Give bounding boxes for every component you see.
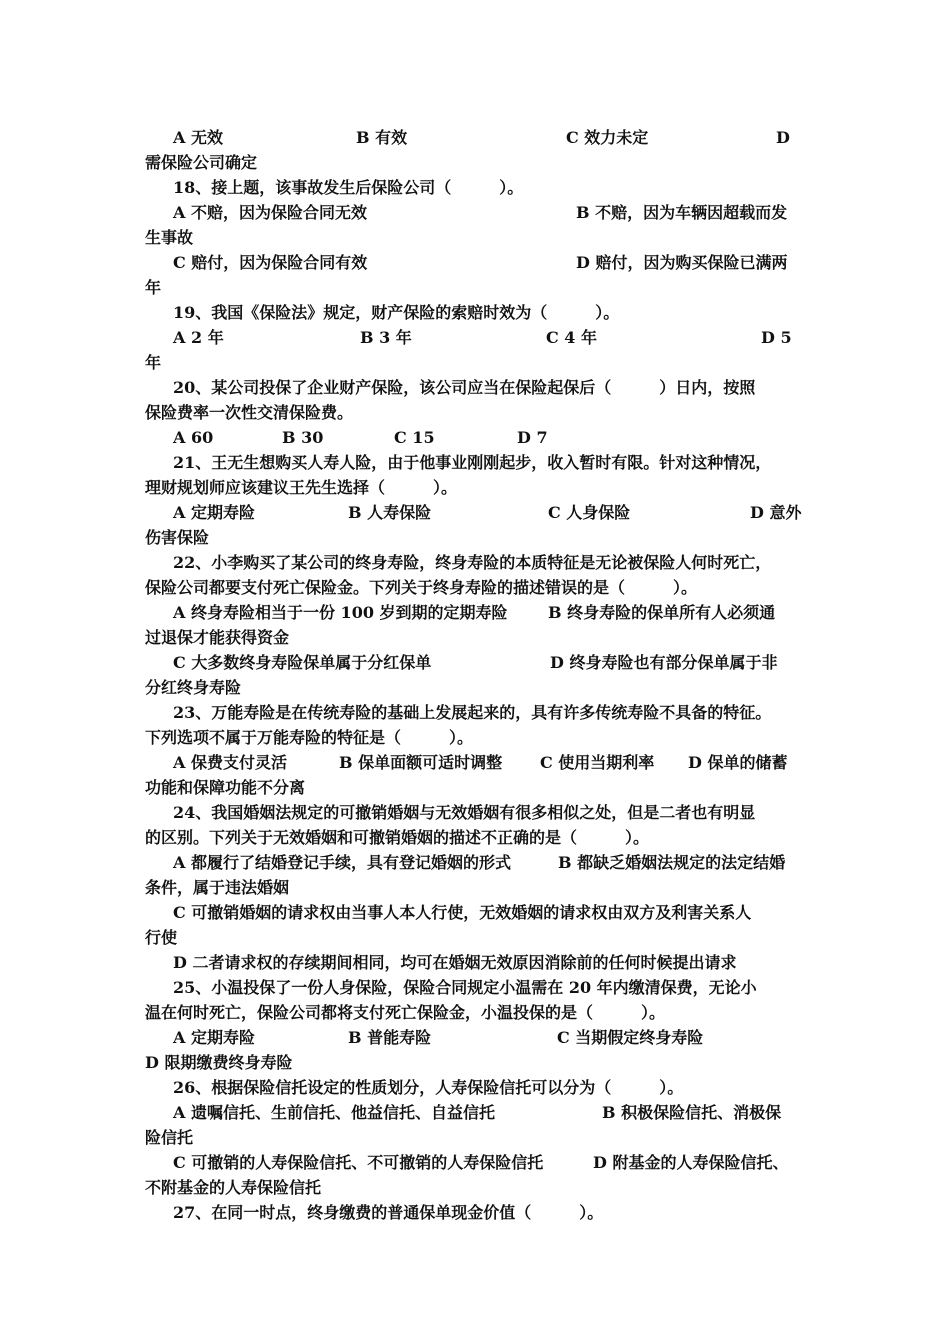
question-20 (0, 375, 950, 400)
text-line (0, 1125, 950, 1150)
text-line (0, 500, 950, 525)
line-text: 不附基金的人寿保险信托 (145, 1178, 322, 1197)
line-text: 的区别。下列关于无效婚姻和可撤销婚姻的描述不正确的是（ ）。 (145, 828, 650, 847)
text-line (0, 950, 950, 975)
option-b: B 积极保险信托、消极保 (602, 1103, 782, 1122)
line-text: 下列选项不属于万能寿险的特征是（ ）。 (145, 728, 474, 747)
option-a: A 2 年 (173, 328, 224, 347)
line-text: 保险公司都要支付死亡保险金。下列关于终身寿险的描述错误的是（ ）。 (145, 578, 698, 597)
text-line (0, 1150, 950, 1175)
text-line (0, 250, 950, 275)
text-line (0, 825, 950, 850)
question-text: 23、万能寿险是在传统寿险的基础上发展起来的，具有许多传统寿险不具备的特征。 (173, 703, 772, 722)
text-line (0, 625, 950, 650)
question-text: 21、王无生想购买人寿人险，由于他事业刚刚起步，收入暂时有限。针对这种情况， (173, 453, 772, 472)
text-line (0, 350, 950, 375)
text-line (0, 200, 950, 225)
option-b: B 终身寿险的保单所有人必须通 (548, 603, 776, 622)
line-text: 需保险公司确定 (145, 153, 258, 172)
text-line (0, 675, 950, 700)
text-line (0, 775, 950, 800)
question-text: 26、根据保险信托设定的性质划分，人寿保险信托可以分为（ ）。 (173, 1078, 684, 1097)
question-26 (0, 1075, 950, 1100)
option-b: B 人寿保险 (348, 503, 432, 522)
option-d: D 5 (761, 328, 792, 347)
option-a: A 都履行了结婚登记手续，具有登记婚姻的形式 (173, 853, 511, 872)
option-b: B 普能寿险 (348, 1028, 432, 1047)
question-24 (0, 800, 950, 825)
option-c: C 使用当期利率 (540, 753, 655, 772)
option-c: C 赔付，因为保险合同有效 (173, 253, 368, 272)
text-line (0, 725, 950, 750)
option-c: C 大多数终身寿险保单属于分红保单 (173, 653, 432, 672)
question-text: 25、小温投保了一份人身保险，保险合同规定小温需在 20 年内缴清保费，无论小 (173, 978, 757, 997)
text-line (0, 475, 950, 500)
line-text: 伤害保险 (145, 528, 210, 547)
option-c: C 人身保险 (548, 503, 631, 522)
line-text: 分红终身寿险 (145, 678, 242, 697)
question-23 (0, 700, 950, 725)
text-line (0, 900, 950, 925)
text-line (0, 875, 950, 900)
option-b: B 有效 (356, 128, 408, 147)
question-21 (0, 450, 950, 475)
option-a: A 遗嘱信托、生前信托、他益信托、自益信托 (173, 1103, 495, 1122)
line-text: 险信托 (145, 1128, 194, 1147)
question-text: 22、小李购买了某公司的终身寿险，终身寿险的本质特征是无论被保险人何时死亡， (173, 553, 772, 572)
option-d: D 二者请求权的存续期间相同，均可在婚姻无效原因消除前的任何时候提出请求 (173, 953, 737, 972)
option-d: D 终身寿险也有部分保单属于非 (550, 653, 778, 672)
option-d: D 赔付，因为购买保险已满两 (576, 253, 788, 272)
question-18 (0, 175, 950, 200)
option-d: D (776, 128, 790, 147)
text-line (0, 1050, 950, 1075)
option-c: C 可撤销婚姻的请求权由当事人本人行使，无效婚姻的请求权由双方及利害关系人 (173, 903, 752, 922)
option-c: C 可撤销的人寿保险信托、不可撤销的人寿保险信托 (173, 1153, 544, 1172)
option-b: B 保单面额可适时调整 (339, 753, 503, 772)
text-line (0, 650, 950, 675)
question-25 (0, 975, 950, 1000)
question-19 (0, 300, 950, 325)
option-a: A 保费支付灵活 (173, 753, 287, 772)
text-line (0, 225, 950, 250)
text-line (0, 275, 950, 300)
text-line (0, 1000, 950, 1025)
option-c: C 4 年 (546, 328, 598, 347)
option-a: A 60 (173, 428, 214, 447)
option-a: A 定期寿险 (173, 503, 255, 522)
option-c: C 当期假定终身寿险 (557, 1028, 704, 1047)
option-d: D 意外 (750, 503, 802, 522)
question-27 (0, 1200, 950, 1225)
option-b: B 都缺乏婚姻法规定的法定结婚 (558, 853, 786, 872)
option-a: A 定期寿险 (173, 1028, 255, 1047)
option-b: B 不赔，因为车辆因超载而发 (576, 203, 788, 222)
line-text: 温在何时死亡，保险公司都将支付死亡保险金，小温投保的是（ ）。 (145, 1003, 666, 1022)
text-line (0, 150, 950, 175)
question-22 (0, 550, 950, 575)
option-d: D 附基金的人寿保险信托、 (593, 1153, 789, 1172)
text-line (0, 575, 950, 600)
question-text: 18、接上题，该事故发生后保险公司（ ）。 (173, 178, 524, 197)
option-d: D 保单的储蓄 (688, 753, 788, 772)
text-line (0, 125, 950, 150)
option-b: B 30 (282, 428, 324, 447)
option-d: D 限期缴费终身寿险 (145, 1053, 293, 1072)
text-line (0, 1025, 950, 1050)
option-b: B 3 年 (360, 328, 412, 347)
option-c: C 15 (394, 428, 435, 447)
text-line (0, 400, 950, 425)
line-text: 理财规划师应该建议王先生选择（ ）。 (145, 478, 458, 497)
text-line (0, 525, 950, 550)
option-d: D 7 (517, 428, 548, 447)
option-a: A 不赔，因为保险合同无效 (173, 203, 367, 222)
option-a: A 终身寿险相当于一份 100 岁到期的定期寿险 (173, 603, 508, 622)
text-line (0, 325, 950, 350)
option-c: C 效力未定 (566, 128, 649, 147)
question-text: 27、在同一时点，终身缴费的普通保单现金价值（ ）。 (173, 1203, 604, 1222)
line-text: 年 (145, 353, 162, 372)
text-line (0, 1175, 950, 1200)
text-line (0, 425, 950, 450)
text-line (0, 1100, 950, 1125)
text-line (0, 850, 950, 875)
line-text: 功能和保障功能不分离 (145, 778, 306, 797)
text-line (0, 600, 950, 625)
question-text: 20、某公司投保了企业财产保险，该公司应当在保险起保后（ ）日内，按照 (173, 378, 756, 397)
line-text: 保险费率一次性交清保险费。 (145, 403, 354, 422)
line-text: 条件，属于违法婚姻 (145, 878, 290, 897)
line-text: 过退保才能获得资金 (145, 628, 290, 647)
option-a: A 无效 (173, 128, 223, 147)
text-line (0, 750, 950, 775)
line-text: 生事故 (145, 228, 194, 247)
question-text: 19、我国《保险法》规定，财产保险的索赔时效为（ ）。 (173, 303, 620, 322)
line-text: 行使 (145, 928, 178, 947)
text-line (0, 925, 950, 950)
question-text: 24、我国婚姻法规定的可撤销婚姻与无效婚姻有很多相似之处，但是二者也有明显 (173, 803, 756, 822)
line-text: 年 (145, 278, 162, 297)
